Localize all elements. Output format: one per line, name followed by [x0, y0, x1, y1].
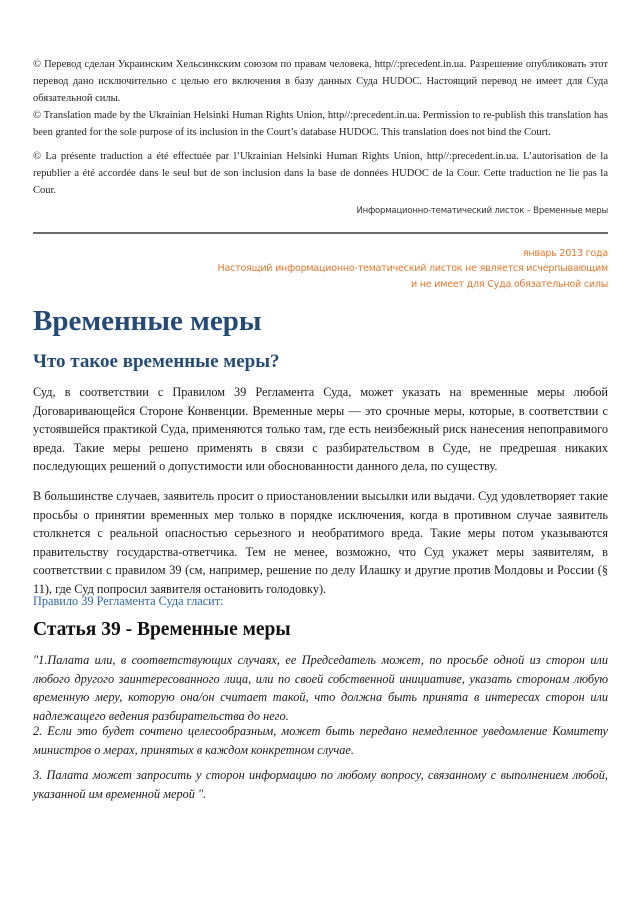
rule-39-link[interactable]: Правило 39 Регламента Суда гласит: [33, 594, 224, 608]
publication-date: январь 2013 года [522, 248, 608, 259]
running-header: Информационно-тематический листок – Временные меры [356, 206, 608, 216]
page-title: Временные меры [33, 305, 262, 337]
header-divider [33, 232, 608, 234]
section-heading: Что такое временные меры? [33, 351, 280, 372]
article-item-2: 2. Если это будет сочтено целесообразным, может быть передано немедленное уведомление Комитету министров о мерах, принятых в каждом конкретном случае. [33, 724, 608, 757]
article-item-1: "1.Палата или, в соответствующих случаях, ее Председатель может, по просьбе одной из сторон или любого другого заинтересованного лица, или по своей собственной инициативе, указать сторонам любую временную меру, которую она/он считает такой, что должна быть принята в интересах сторон или надлежащего ведения разбирательства до него. [33, 653, 608, 723]
article-heading: Статья 39 - Временные меры [33, 619, 291, 640]
copyright-notice-ru: © Перевод сделан Украинским Хельсинкским союзом по правам человека, http//:precedent.in.ua. Разрешение опубликовать этот перевод дано исключительно с целью его включения в базу данных Суда HUDOC. Настоящий перевод не имеет для Суда обязательной силы. [33, 59, 608, 104]
article-item-3: 3. Палата может запросить у сторон информацию по любому вопросу, связанному с выполнением любой, указанной им временной мерой ". [33, 768, 608, 801]
copyright-notice-en: © Translation made by the Ukrainian Helsinki Human Rights Union, http//:precedent.in.ua. Permission to re-publish this translation has been granted for the sole purpose of its inclusion in the Court’s database HUDOC. This translation does not bind the Court. [33, 110, 608, 138]
body-paragraph-1: Суд, в соответствии с Правилом 39 Регламента Суда, может указать на временные меры любой Договаривающейся Стороне Конвенции. Временные меры — это срочные меры, которые, в соответствии с устоявшейся практикой Суда, применяются только там, где есть неизбежный риск нанесения непоправимого вреда. Такие меры решено применять в связи с разбирательством в Суде, не предрешая никаких последующих решений о допустимости или обоснованности данного дела, по существу. [33, 385, 608, 473]
copyright-notice-fr: © La présente traduction a été effectuée par l’Ukrainian Helsinki Human Rights Union, http//:precedent.in.ua. L’autorisation de la republier a été accordée dans le seul but de son inclusion dans la base de données HUDOC de la Cour. Cette traduction ne lie pas la Cour. [33, 151, 608, 196]
disclaimer-line-2: и не имеет для Суда обязательной силы [411, 279, 608, 290]
body-paragraph-2: В большинстве случаев, заявитель просит о приостановлении высылки или выдачи. Суд удовлетворяет такие просьбы о принятии временных мер только в порядке исключения, когда в противном случае заявитель столкнется с реальной опасностью серьезного и необратимого вреда. Такие меры потом указываются правительству государства-ответчика. Тем не менее, возможно, что Суд укажет меры заявителям, в соответствии с правилом 39 (см, например, решение по делу Илашку и другие против Молдовы и России (§ 11), где Суд попросил заявителя остановить голодовку). [33, 489, 608, 596]
disclaimer-line-1: Настоящий информационно-тематический листок не является исчерпывающим [217, 263, 608, 274]
